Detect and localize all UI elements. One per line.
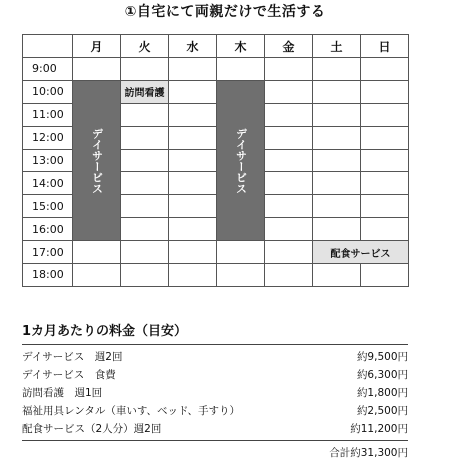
day-service-label: デイサービス bbox=[234, 127, 248, 194]
time-label: 16:00 bbox=[23, 218, 73, 241]
fees-total: 合計約31,300円 bbox=[329, 447, 408, 459]
fee-label: デイサービス 週2回 bbox=[22, 351, 123, 363]
day-service-label: デイサービス bbox=[90, 127, 104, 194]
day-header-sat: 土 bbox=[313, 35, 361, 58]
time-label: 10:00 bbox=[23, 80, 73, 103]
corner-cell bbox=[23, 35, 73, 58]
time-label: 11:00 bbox=[23, 103, 73, 126]
fee-amount: 約9,500円 bbox=[356, 351, 408, 363]
fee-amount: 約6,300円 bbox=[356, 369, 408, 381]
day-header-wed: 水 bbox=[169, 35, 217, 58]
day-service-block-thu bbox=[217, 80, 265, 240]
row-1800 bbox=[23, 264, 409, 287]
home-nursing-block-tue: 訪問看護 bbox=[121, 80, 169, 103]
fees-bottom-divider bbox=[22, 440, 408, 441]
time-label: 17:00 bbox=[23, 241, 73, 264]
time-label: 14:00 bbox=[23, 172, 73, 195]
header-row bbox=[23, 35, 409, 58]
fee-amount: 約2,500円 bbox=[356, 405, 408, 417]
weekly-schedule-table bbox=[22, 34, 409, 287]
fees-list bbox=[22, 348, 408, 438]
fees-top-divider bbox=[22, 344, 408, 345]
fee-label: 福祉用具レンタル（車いす、ベッド、手すり） bbox=[22, 405, 241, 417]
fee-row bbox=[22, 402, 408, 420]
fee-row bbox=[22, 348, 408, 366]
day-header-sun: 日 bbox=[361, 35, 409, 58]
fee-label: 訪問看護 週1回 bbox=[22, 387, 103, 399]
time-label: 18:00 bbox=[23, 264, 73, 287]
fees-heading: 1カ月あたりの料金（目安） bbox=[22, 324, 188, 339]
day-header-tue: 火 bbox=[121, 35, 169, 58]
day-header-thu: 木 bbox=[217, 35, 265, 58]
fee-row bbox=[22, 366, 408, 384]
time-label: 9:00 bbox=[23, 58, 73, 81]
fee-amount: 約1,800円 bbox=[356, 387, 408, 399]
fee-label: 配食サービス（2人分）週2回 bbox=[22, 423, 162, 435]
day-service-block-mon bbox=[73, 80, 121, 240]
page-title: ①自宅にて両親だけで生活する bbox=[124, 4, 326, 20]
fee-label: デイサービス 食費 bbox=[22, 369, 116, 381]
fee-row bbox=[22, 420, 408, 438]
fee-row bbox=[22, 384, 408, 402]
row-1700 bbox=[23, 241, 409, 264]
fee-amount: 約11,200円 bbox=[350, 423, 408, 435]
meal-delivery-block-sat-sun: 配食サービス bbox=[313, 241, 409, 264]
time-label: 12:00 bbox=[23, 126, 73, 149]
row-1000 bbox=[23, 80, 409, 103]
time-label: 15:00 bbox=[23, 195, 73, 218]
day-header-fri: 金 bbox=[265, 35, 313, 58]
time-label: 13:00 bbox=[23, 149, 73, 172]
day-header-mon: 月 bbox=[73, 35, 121, 58]
row-0900 bbox=[23, 58, 409, 81]
